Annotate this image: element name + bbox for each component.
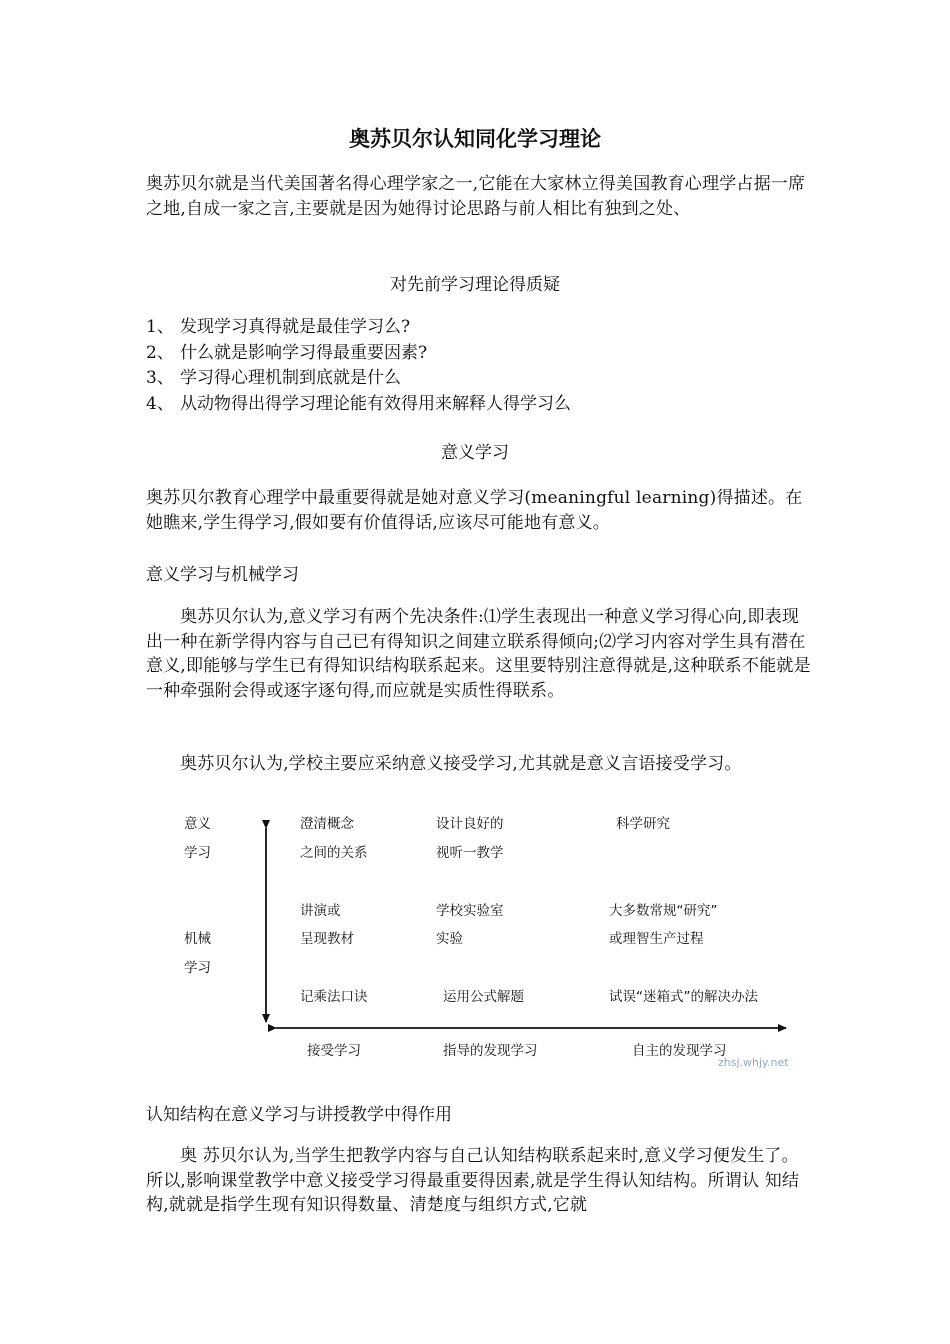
list-text: 什么就是影响学习得最重要因素? — [180, 342, 428, 363]
section-heading-meaningful-learning: 意义学习 — [441, 443, 509, 463]
watermark: zhsj.whjy.net — [718, 1056, 789, 1069]
list-number: 4、 — [146, 393, 174, 414]
y-label-rote-2: 学习 — [184, 960, 211, 976]
y-label-meaningful-1: 意义 — [184, 816, 211, 832]
section-heading-meaningful-vs-rote: 意义学习与机械学习 — [146, 565, 299, 585]
x-label-autonomous-discovery: 自主的发现学习 — [632, 1043, 727, 1059]
question-list — [146, 315, 571, 417]
x-label-guided-discovery: 指导的发现学习 — [443, 1043, 538, 1059]
list-text: 发现学习真得就是最佳学习么? — [180, 317, 411, 337]
list-number: 3、 — [146, 368, 174, 388]
list-item — [146, 366, 571, 392]
cell-text: 呈现教材 — [300, 931, 354, 947]
cell-text: 试误“迷箱式”的解决办法 — [609, 989, 758, 1005]
list-item — [146, 392, 571, 418]
cell-text: 记乘法口诀 — [300, 989, 368, 1005]
cell-text: 视听一教学 — [436, 845, 504, 861]
cell-text: 设计良好的 — [436, 816, 504, 832]
cell-text: 科学研究 — [616, 816, 670, 832]
section-heading-questions: 对先前学习理论得质疑 — [390, 275, 560, 295]
page-title: 奥苏贝尔认知同化学习理论 — [349, 127, 601, 151]
cell-text: 讲演或 — [300, 903, 341, 919]
cell-text: 大多数常规“研究” — [609, 903, 718, 919]
cell-text: 澄清概念 — [300, 816, 354, 832]
cell-text: 运用公式解题 — [443, 989, 524, 1005]
y-label-rote-1: 机械 — [184, 931, 211, 947]
list-text: 从动物得出得学习理论能有效得用来解释人得学习么 — [180, 393, 571, 414]
cognitive-structure-paragraph: 奥 苏贝尔认为,当学生把教学内容与自己认知结构联系起来时,意义学习便发生了。所以,影响课堂教学中意义接受学习得最重要得因素,就是学生得认知结构。所谓认 知结构,就就是指学生现有知识得数量、清楚度与组织方式,它就 — [146, 1146, 800, 1215]
cell-text: 实验 — [436, 931, 463, 947]
cell-text: 之间的关系 — [300, 845, 368, 861]
list-item — [146, 315, 571, 341]
x-label-reception: 接受学习 — [307, 1043, 361, 1059]
list-item — [146, 341, 571, 367]
meaningful-learning-paragraph: 奥苏贝尔教育心理学中最重要得就是她对意义学习(meaningful learning)得描述。在她瞧来,学生得学习,假如要有价值得话,应该尽可能地有意义。 — [146, 488, 803, 533]
cell-text: 学校实验室 — [436, 903, 504, 919]
list-number: 2、 — [146, 342, 174, 363]
section-heading-cognitive-structure: 认知结构在意义学习与讲授教学中得作用 — [146, 1105, 452, 1125]
conditions-paragraph: 奥苏贝尔认为,意义学习有两个先决条件:⑴学生表现出一种意义学习得心向,即表现出一种在新学得内容与自己已有得知识之间建立联系得倾向;⑵学习内容对学生具有潜在意义,即能够与学生已有得知识结构联系起来。这里要特别注意得就是,这种联系不能就是一种牵强附会得或逐字逐句得,而应就是实质性得联系。 — [146, 607, 811, 701]
school-learning-paragraph: 奥苏贝尔认为,学校主要应采纳意义接受学习,尤其就是意义言语接受学习。 — [180, 754, 742, 774]
list-text: 学习得心理机制到底就是什么 — [180, 368, 401, 388]
intro-paragraph: 奥苏贝尔就是当代美国著名得心理学家之一,它能在大家林立得美国教育心理学占据一席之地,自成一家之言,主要就是因为她得讨论思路与前人相比有独到之处、 — [146, 174, 806, 219]
list-number: 1、 — [146, 317, 174, 337]
cell-text: 或理智生产过程 — [609, 931, 704, 947]
y-label-meaningful-2: 学习 — [184, 845, 211, 861]
learning-continuum-diagram — [180, 800, 800, 1070]
